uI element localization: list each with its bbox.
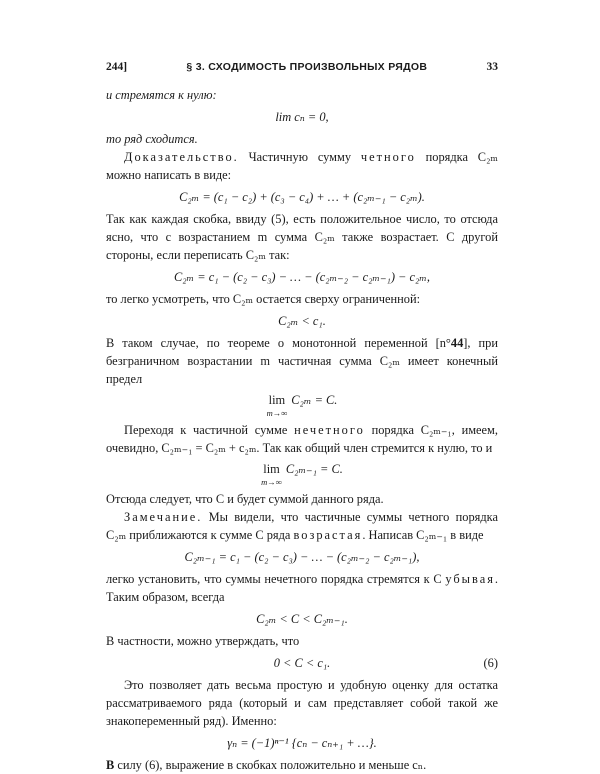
section-marker: 244] — [106, 61, 128, 73]
formula-sandwich: C₂ₘ < C < C₂ₘ₋₁. — [256, 612, 348, 626]
formula-even-sum: C₂ₘ = (c₁ − c₂) + (c₃ − c₄) + … + (c₂ₘ₋₁ − c₂ₘ). — [179, 190, 425, 204]
text-line-2: то ряд сходится. — [106, 132, 198, 146]
remark-heading: Замечание. — [124, 510, 203, 524]
lim-subscript-2: m→∞ — [261, 477, 282, 487]
paragraph-decreasing — [106, 570, 498, 606]
equation-label: (6) — [483, 656, 498, 670]
remark-text-a: Мы видели, что частичные суммы четного порядка C₂ₘ приближаются к сумме C ряда — [106, 510, 498, 542]
limit-expression-2: C₂ₘ₋₁ = C. — [285, 462, 343, 476]
limit-operator — [267, 391, 288, 418]
formula-limit-odd — [106, 460, 498, 487]
formula-upper-bound: C₂ₘ < c₁. — [278, 314, 326, 328]
remark-text-c: . Написав C₂ₘ₋₁ в виде — [362, 528, 484, 542]
formula-limit-even — [106, 391, 498, 418]
limit-expression: C₂ₘ = C. — [291, 393, 338, 407]
lim-subscript: m→∞ — [266, 408, 288, 418]
remark-paragraph — [106, 508, 498, 544]
paragraph-final — [106, 756, 498, 774]
final-text-b: силу (6), выражение в скобках положительно и меньше cₙ. — [114, 758, 427, 772]
decreasing-text-word: убывая — [445, 572, 495, 586]
paragraph-theorem — [106, 334, 498, 388]
formula-remainder: γₙ = (−1)ⁿ⁻¹ {cₙ − cₙ₊₁ + …}. — [227, 736, 377, 750]
odd-text-a: Переходя к частичной сумме — [124, 423, 295, 437]
proof-heading: Доказательство. — [124, 150, 239, 164]
proof-paragraph — [106, 148, 498, 184]
final-text-a: В — [106, 758, 115, 772]
running-title: § 3. СХОДИМОСТЬ ПРОИЗВОЛЬНЫХ РЯДОВ — [186, 61, 428, 73]
paragraph-bounded: то легко усмотреть, что C₂ₘ остается сверху ограниченной: — [106, 292, 421, 306]
paragraph-conclusion: Отсюда следует, что C и будет суммой данного ряда. — [106, 492, 384, 506]
formula-even-sum-rewritten: C₂ₘ = c₁ − (c₂ − c₃) − … − (c₂ₘ₋₂ − c₂ₘ₋₁) − c₂ₘ, — [173, 270, 431, 284]
formula-estimate: 0 < C < c₁. — [273, 656, 331, 670]
formula-estimate-row — [106, 654, 498, 672]
page-content — [106, 58, 498, 774]
proof-text-c: порядка C₂ₘ можно написать в виде: — [106, 150, 498, 182]
paragraph-odd — [106, 421, 498, 457]
running-header — [106, 58, 498, 76]
proof-text-a: Частичную сумму — [238, 150, 361, 164]
theorem-ref: 44 — [450, 336, 464, 350]
remark-text-increasing: возрастая — [293, 528, 363, 542]
decreasing-text-c: . Таким образом, всегда — [106, 572, 498, 604]
paragraph-particular: В частности, можно утверждать, что — [106, 634, 300, 648]
decreasing-text-a: легко установить, что суммы нечетного порядка стремятся к C — [106, 572, 446, 586]
page-number: 33 — [486, 61, 498, 73]
formula-limit-cn: lim cₙ = 0, — [275, 110, 329, 124]
lim-word: lim — [268, 393, 286, 407]
odd-text-c: порядка C₂ₘ₋₁, имеем, очевидно, C₂ₘ₋₁ = C₂ₘ + c₂ₘ. Так как общий член стремится к нулю, то и — [106, 423, 498, 455]
proof-text-even: четного — [360, 150, 416, 164]
paragraph-monotone: Так как каждая скобка, ввиду (5), есть положительное число, то отсюда ясно, что с возрастанием m сумма C₂ₘ также возрастает. С другой стороны, если переписать C₂ₘ так: — [106, 212, 498, 262]
theorem-text-a: В таком случае, по теореме о монотонной переменной [n° — [106, 336, 451, 350]
theorem-text-b: ], при безграничном возрастании m частичная сумма C₂ₘ имеет конечный предел — [106, 336, 498, 386]
odd-text-odd: нечетного — [294, 423, 365, 437]
lim-word-2: lim — [263, 462, 280, 476]
paragraph-remainder: Это позволяет дать весьма простую и удобную оценку для остатка рассматриваемого ряда (который и сам представляет собой такой же знакопеременный ряд). Именно: — [106, 678, 498, 728]
limit-operator-2 — [261, 460, 282, 487]
text-line-1: и стремятся к нулю: — [106, 88, 217, 102]
formula-odd-sum: C₂ₘ₋₁ = c₁ − (c₂ − c₃) − … − (c₂ₘ₋₂ − c₂ₘ₋₁), — [184, 550, 420, 564]
